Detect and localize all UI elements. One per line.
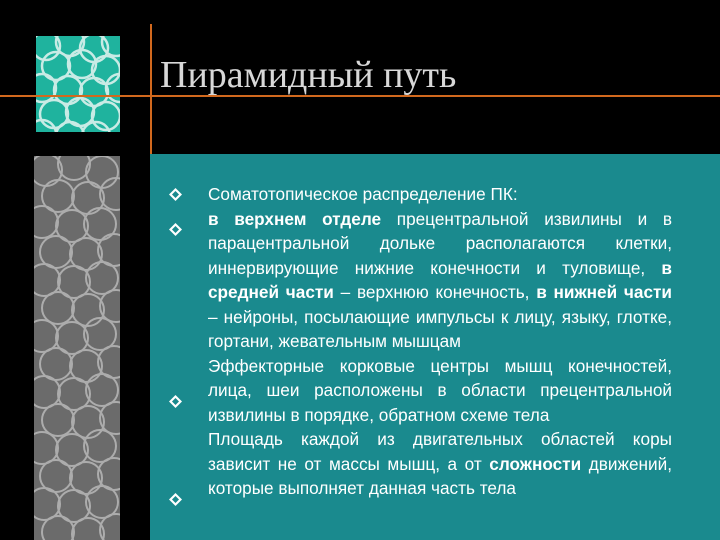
bullet-list (208, 182, 672, 501)
emphasis-text: в средней части (208, 257, 672, 302)
bullet-text: Соматотопическое распределение ПК: (208, 184, 518, 204)
diamond-bullet-icon (169, 188, 182, 201)
bullet-item-motor-area (208, 427, 672, 501)
vertical-accent-line (150, 24, 152, 156)
bullet-text: – верхнюю конечность, (333, 282, 537, 302)
bullet-item-upper-section (208, 207, 672, 354)
bullet-text: – нейроны, посылающие импульсы к лицу, языку, глотке, гортани, жевательным мышцам (208, 306, 672, 351)
bullet-text: Площадь каждой из двигательных областей коры зависит не от массы мышц, а от (208, 429, 672, 474)
bullet-text: движений, которые выполняет данная часть тела (208, 453, 673, 498)
decorative-circles-tile (36, 36, 120, 132)
bullet-item-effector-centers (208, 354, 672, 428)
diamond-bullet-icon (169, 493, 182, 506)
slide-title: Пирамидный путь (160, 54, 457, 96)
bullet-item-somatotopic (208, 182, 672, 207)
decorative-circles-strip (34, 156, 120, 540)
diamond-bullet-icon (169, 223, 182, 236)
emphasis-text: сложности (489, 453, 582, 474)
diamond-bullet-icon (169, 395, 182, 408)
bullet-text: Эффекторные корковые центры мышц конечностей, лица, шеи расположены в области прецентральной извилины в порядке, обратном схеме тела (208, 355, 672, 425)
emphasis-text: в нижней части (536, 282, 673, 302)
emphasis-text: в верхнем отделе (208, 208, 382, 229)
bullet-text: прецентральной извилины и в парацентральной дольке располагаются клетки, иннервирующие нижние конечности и туловище, (208, 208, 672, 278)
